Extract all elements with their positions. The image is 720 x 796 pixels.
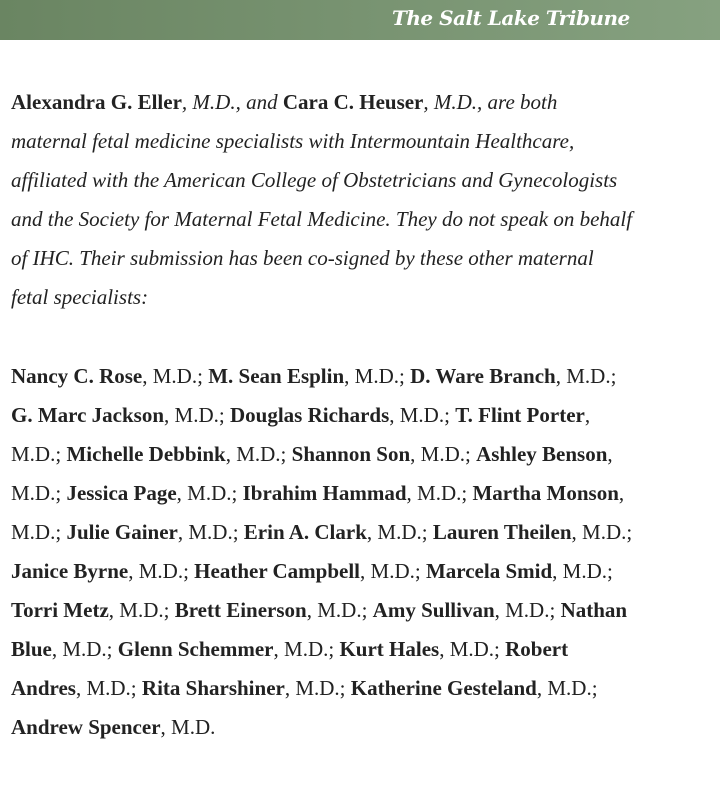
cosigner-name: Nancy C. Rose (11, 364, 143, 388)
author-bio (11, 83, 636, 317)
text: , M.D., and (181, 90, 283, 114)
cosigner-name: Rita Sharshiner (141, 676, 285, 700)
cosigner-credential: , M.D.; (536, 676, 598, 700)
cosigner-name: Douglas Richards (229, 403, 390, 427)
cosigner-name: M. Sean Esplin (208, 364, 345, 388)
cosigner-credential: , M.D.; (164, 403, 230, 427)
cosigner-credential: , M.D.; (128, 559, 195, 583)
cosigner-name: Ibrahim Hammad (242, 481, 407, 505)
cosigner-name: Shannon Son (291, 442, 411, 466)
cosigner-name: Michelle Debbink (66, 442, 226, 466)
cosigner-name: Glenn Schemmer (117, 637, 274, 661)
cosigner-credential: , M.D.; (306, 598, 373, 622)
cosigner-credential: , M.D.; (571, 520, 633, 544)
cosigner-credential: , M.D.; (142, 364, 209, 388)
cosigner-name: Nathan Blue (11, 598, 628, 661)
cosigner-name: Erin A. Clark (243, 520, 367, 544)
cosigner-credential: , M.D.; (406, 481, 473, 505)
cosigner-name: Torri Metz (11, 598, 109, 622)
author-name: Alexandra G. Eller (11, 90, 182, 114)
cosigner-credential: , M.D.; (284, 676, 351, 700)
cosigner-name: T. Flint Porter (455, 403, 585, 427)
cosigner-name: Katherine Gesteland (350, 676, 537, 700)
cosigner-credential: , M.D.; (108, 598, 175, 622)
cosigner-credential: , M.D.; (366, 520, 433, 544)
cosigner-name: Andrew Spencer (11, 715, 161, 739)
cosigner-name: Kurt Hales (339, 637, 440, 661)
cosigner-credential: , M.D.; (176, 481, 243, 505)
cosigner-credential: , M.D.; (439, 637, 506, 661)
cosigner-name: Julie Gainer (66, 520, 178, 544)
tribune-logo[interactable]: The Salt Lake Tribune (392, 6, 630, 30)
cosigner-credential: , M.D. (160, 715, 216, 739)
cosigner-credential: , M.D.; (494, 598, 561, 622)
cosigner-name: Brett Einerson (174, 598, 307, 622)
cosigner-name: Heather Campbell (194, 559, 361, 583)
cosigner-credential: , M.D.; (11, 442, 613, 505)
cosigner-credential: , M.D.; (11, 481, 625, 544)
cosigner-credential: , M.D.; (273, 637, 340, 661)
cosigner-credential: , M.D.; (177, 520, 244, 544)
cosigner-credential: , M.D.; (344, 364, 411, 388)
cosigner-name: Robert Andres (11, 637, 569, 700)
cosigner-name: Martha Monson (472, 481, 619, 505)
cosigner-name: Ashley Benson (476, 442, 608, 466)
cosigner-credential: , M.D.; (360, 559, 426, 583)
cosigner-credential: , M.D.; (225, 442, 292, 466)
cosigner-name: Janice Byrne (11, 559, 129, 583)
text: , M.D., are both maternal fetal medicine specialists with Intermountain Healthcare, affiliated with the American College of Obstetricians and Gynecologists and the Society for Maternal Fetal Medicine. They do not speak on behalf of IHC. Their submission has been co-signed by these other maternal fetal specialists: (11, 90, 633, 309)
cosigner-name: Jessica Page (66, 481, 177, 505)
cosigner-name: Lauren Theilen (432, 520, 572, 544)
cosigner-credential: , M.D.; (75, 676, 142, 700)
cosigner-name: Amy Sullivan (372, 598, 495, 622)
cosigner-credential: , M.D.; (51, 637, 118, 661)
author-name: Cara C. Heuser (282, 90, 424, 114)
cosigner-credential: , M.D.; (11, 403, 591, 466)
cosigner-credential: , M.D.; (555, 364, 617, 388)
cosigner-credential: , M.D.; (552, 559, 613, 583)
article-body (0, 90, 636, 747)
cosigner-name: Marcela Smid (425, 559, 553, 583)
site-header (0, 0, 720, 40)
cosigner-credential: , M.D.; (389, 403, 456, 427)
cosigner-list (11, 357, 636, 747)
cosigner-name: G. Marc Jackson (11, 403, 165, 427)
cosigner-name: D. Ware Branch (410, 364, 556, 388)
cosigner-credential: , M.D.; (410, 442, 477, 466)
